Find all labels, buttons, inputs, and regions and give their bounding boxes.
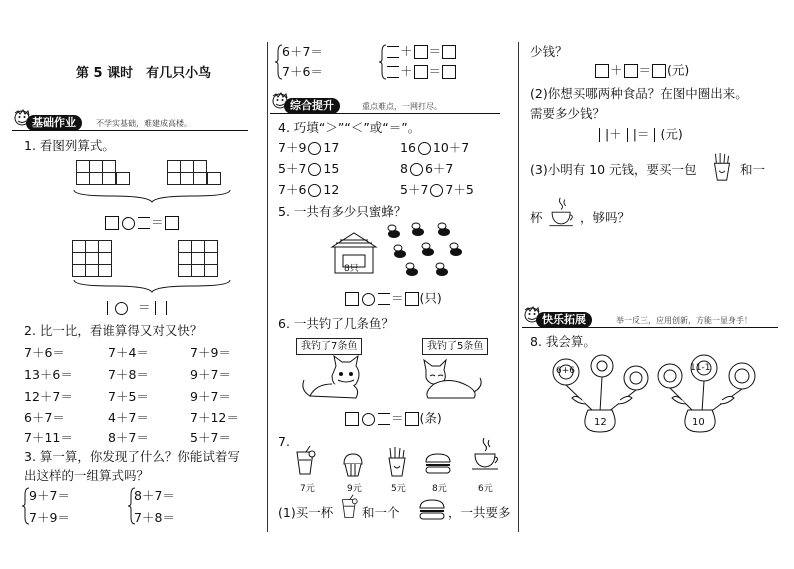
q2-item: 13＋6＝ [24, 367, 73, 382]
section-comprehensive [270, 96, 510, 114]
top-pair-item: 6＋7＝ [282, 44, 323, 59]
q4-row-2 [278, 163, 339, 176]
burger-icon [418, 498, 446, 522]
question-8: 8. 我会算。 [530, 334, 596, 349]
q2-item: 12＋7＝ [24, 389, 73, 404]
question-7: 7. [278, 434, 290, 449]
q7-sub2-equation: |＋ |＝ (元) [594, 128, 683, 142]
flower-label-right: 11-1 [690, 363, 711, 373]
q2-item: 7＋5＝ [108, 389, 149, 404]
q7-sub3-a: (3)小明有 10 元钱，要买一包 [530, 162, 697, 177]
top-box-eq-2: ＋ ＝ [386, 65, 457, 79]
compare-circle[interactable] [410, 163, 423, 176]
q4-left: 5＋7 [278, 161, 307, 176]
q4-right: 10＋7 [432, 140, 470, 155]
price-label: 6元 [478, 484, 493, 494]
q2-item: 5＋7＝ [190, 430, 231, 445]
question-3-line2: 出这样的一组算式吗？ [24, 468, 150, 483]
q7-sub2-line2: 需要多少钱？ [530, 106, 606, 121]
q4-right: 17 [323, 140, 340, 155]
question-4: 4. 巧填“＞”“＜”或“＝”。 [278, 120, 421, 135]
bees-icon [384, 222, 474, 280]
q3-item: 8＋7＝ [134, 488, 175, 503]
section-note: 重点难点，一网打尽。 [362, 102, 442, 111]
coffee-cup-icon [470, 436, 502, 476]
top-pair-item: 7＋6＝ [282, 64, 323, 79]
q2-item: 7＋6＝ [24, 345, 65, 360]
brace-1 [72, 188, 232, 204]
q2-item: 7＋4＝ [108, 345, 149, 360]
q4-left: 8 [400, 161, 408, 176]
q7-sub3-c: 杯 [530, 210, 543, 225]
fries-icon [710, 152, 734, 182]
equation-6: ＝ (条) [344, 412, 442, 426]
q7-sub1-cont: 少钱？ [530, 44, 568, 59]
q7-sub3-b: 和一 [740, 162, 766, 177]
price-label: 9元 [347, 484, 362, 494]
column-divider-left [267, 42, 268, 532]
cat-icon [414, 356, 484, 402]
column-divider-right [518, 42, 519, 532]
q4-left: 7＋6 [278, 182, 307, 197]
burger-icon [424, 452, 452, 476]
lesson-title: 第 5 课时 有几只小鸟 [76, 66, 212, 81]
q3-item: 7＋9＝ [29, 510, 70, 525]
question-2: 2. 比一比，看谁算得又对又快？ [24, 323, 203, 338]
q4-left: 16 [400, 140, 416, 155]
section-note: 举一反三，应用创新，方能一显身手！ [616, 316, 752, 325]
flower-label-left: 6+6 [556, 366, 575, 376]
compare-circle[interactable] [308, 184, 321, 197]
q4-right: 6＋7 [424, 161, 454, 176]
q2-item: 6＋7＝ [24, 410, 65, 425]
question-3-line1: 3. 算一算，你发现了什么？你能试着写 [24, 449, 240, 464]
section-happy-expansion [522, 310, 782, 328]
q4-right: 7＋5 [445, 182, 474, 197]
compare-circle[interactable] [308, 142, 321, 155]
q2-item: 8＋7＝ [108, 430, 149, 445]
q4-row-3 [278, 184, 339, 197]
section-label: 基础作业 [26, 115, 82, 131]
question-1: 1. 看图列算式。 [24, 138, 115, 153]
q7-sub1-b: 和一个 [362, 505, 400, 520]
cupcake-icon [342, 452, 364, 478]
cat-icon [296, 354, 376, 404]
price-label: 7元 [300, 484, 315, 494]
hive-label: 8只 [344, 264, 359, 274]
compare-circle[interactable] [308, 163, 321, 176]
q7-sub1-a: (1)买一杯 [278, 505, 334, 520]
section-label: 综合提升 [284, 98, 340, 114]
q3-item: 9＋7＝ [29, 488, 70, 503]
compare-circle[interactable] [430, 184, 443, 197]
q2-item: 9＋7＝ [190, 389, 231, 404]
q2-item: 7＋11＝ [24, 430, 73, 445]
q7-sub1-c: ，一共要多 [448, 505, 511, 520]
q4-row-1 [278, 142, 339, 155]
q7-sub3-d: ，够吗？ [580, 210, 631, 225]
q3-item: 7＋8＝ [134, 510, 175, 525]
speech-bubble-cat-1: 我钓了7条鱼 [296, 338, 362, 355]
price-label: 5元 [391, 484, 406, 494]
q7-sub1-equation: ＋ ＝ (元) [594, 64, 689, 78]
q2-item: 7＋8＝ [108, 367, 149, 382]
unit-label: (条) [419, 410, 442, 426]
q4-row-3b [400, 184, 474, 197]
q4-row-1b [400, 142, 469, 155]
q4-right: 12 [323, 182, 340, 197]
q2-item: 4＋7＝ [108, 410, 149, 425]
section-note: 不学实基础，难建成高楼。 [96, 119, 192, 128]
vase-label-left: 12 [594, 417, 607, 428]
juice-icon [340, 494, 358, 520]
q4-row-2b [400, 163, 453, 176]
fries-icon [386, 446, 408, 478]
q2-item: 7＋9＝ [190, 345, 231, 360]
juice-icon [294, 446, 316, 476]
equation-1: ＝ [104, 216, 180, 230]
equation-2: ＝ [102, 301, 172, 315]
section-basic-homework [12, 113, 248, 131]
price-label: 8元 [432, 484, 447, 494]
q7-sub2-line1: (2)你想买哪两种食品？在图中圈出来。 [530, 86, 748, 101]
top-box-eq-1: ＋ ＝ [386, 45, 457, 59]
question-5: 5. 一共有多少只蜜蜂？ [278, 204, 407, 219]
unit-label: (只) [419, 290, 442, 306]
unit-label: (元) [660, 126, 683, 142]
compare-circle[interactable] [418, 142, 431, 155]
section-label: 快乐拓展 [536, 312, 592, 328]
q4-left: 7＋9 [278, 140, 307, 155]
brace-2 [72, 278, 232, 294]
question-6: 6. 一共钓了几条鱼？ [278, 316, 394, 331]
coffee-cup-icon [546, 196, 578, 232]
q4-right: 15 [323, 161, 340, 176]
unit-label: (元) [667, 62, 690, 78]
equation-5: ＝ (只) [344, 292, 442, 306]
speech-bubble-cat-2: 我钓了5条鱼 [422, 338, 488, 355]
q4-left: 5＋7 [400, 182, 429, 197]
q2-item: 7＋12＝ [190, 410, 239, 425]
vase-label-right: 10 [692, 417, 705, 428]
q2-item: 9＋7＝ [190, 367, 231, 382]
